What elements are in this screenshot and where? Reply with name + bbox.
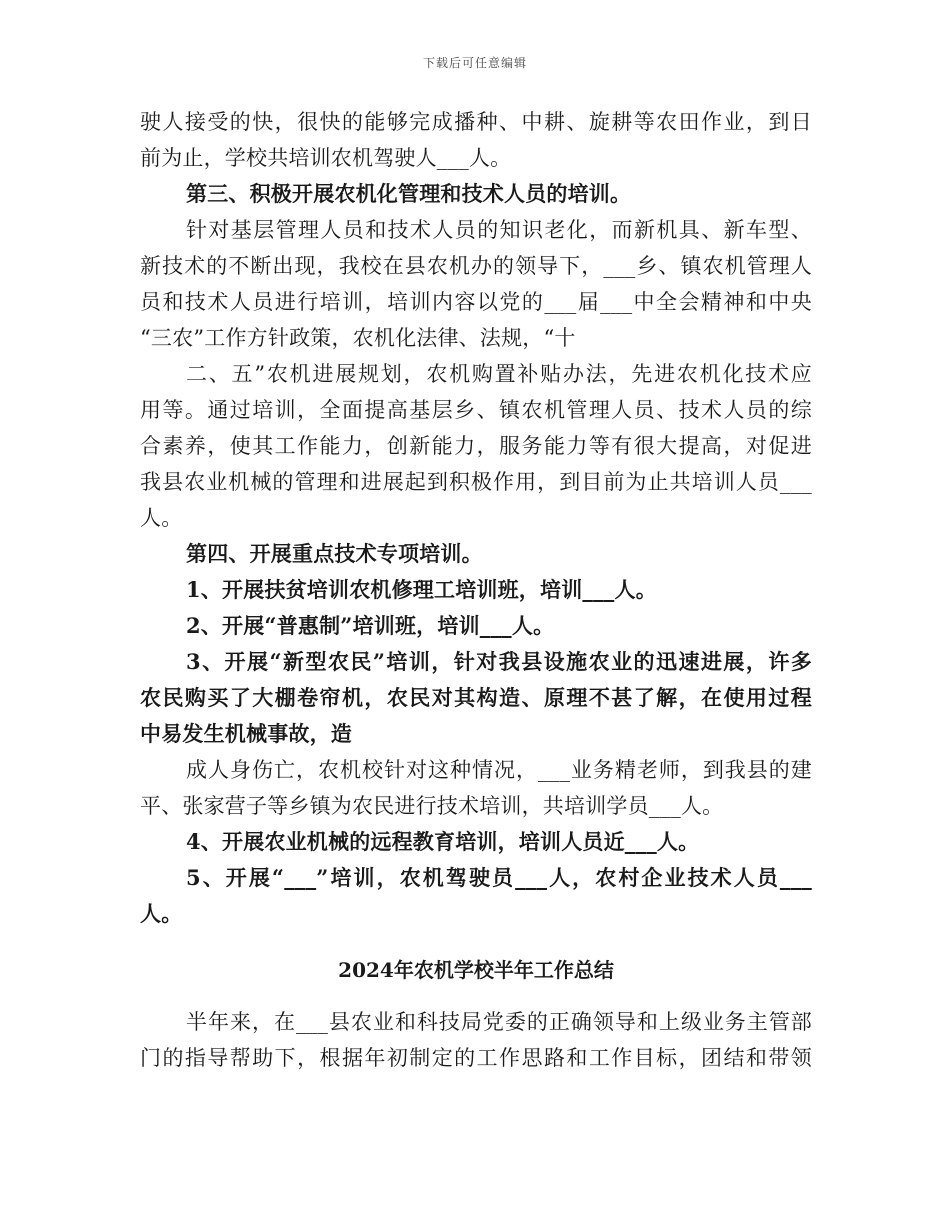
text-line: “三农”工作方针政策，农机化法律、法规，“十 <box>140 326 576 350</box>
text-line: 平、张家营子等乡镇为农民进行技术培训，共培训学员___人。 <box>140 794 724 818</box>
text-line: 前为止，学校共培训农机驾驶人___人。 <box>140 146 512 170</box>
text-line: 2、开展“普惠制”培训班，培训___人。 <box>186 613 555 638</box>
text-line: 用等。通过培训，全面提高基层乡、镇农机管理人员、技术人员的综 <box>140 398 812 422</box>
text-line: 针对基层管理人员和技术人员的知识老化，而新机具、新车型、 <box>186 218 812 242</box>
text-line: 第三、积极开展农机化管理和技术人员的培训。 <box>186 181 632 206</box>
text-line: 成人身伤亡，农机校针对这种情况，___业务精老师，到我县的建 <box>186 758 812 782</box>
text-line: 人。 <box>140 901 183 926</box>
paragraphs-before-title <box>140 104 812 932</box>
text-line: 第四、开展重点技术专项培训。 <box>186 541 483 566</box>
text-line: 门的指导帮助下，根据年初制定的工作思路和工作目标，团结和带领 <box>140 1046 812 1070</box>
text-line: 中易发生机械事故，造 <box>140 721 352 746</box>
page-header: 下载后可任意编辑 <box>422 56 527 70</box>
text-line: 3、开展“新型农民”培训，针对我县设施农业的迅速进展，许多 <box>186 649 812 674</box>
text-line: 新技术的不断出现，我校在县农机办的领导下，___乡、镇农机管理人 <box>140 254 812 278</box>
text-line: 4、开展农业机械的远程教育培训，培训人员近___人。 <box>186 829 700 854</box>
text-line: 人。 <box>140 506 183 530</box>
text-line: 驶人接受的快，很快的能够完成播种、中耕、旋耕等农田作业，到日 <box>140 110 812 134</box>
text-line: 合素养，使其工作能力，创新能力，服务能力等有很大提高，对促进 <box>140 434 812 458</box>
document-body <box>140 104 812 1076</box>
text-line: 1、开展扶贫培训农机修理工培训班，培训___人。 <box>186 577 657 602</box>
paragraphs-after-title <box>140 1004 812 1076</box>
text-line: 二、五”农机进展规划，农机购置补贴办法，先进农机化技术应 <box>186 362 812 386</box>
text-line: 我县农业机械的管理和进展起到积极作用，到目前为止共培训人员___ <box>140 470 812 494</box>
section-title: 2024年农机学校半年工作总结 <box>338 958 614 982</box>
text-line: 员和技术人员进行培训，培训内容以党的___届___中全会精神和中央 <box>140 290 812 314</box>
text-line: 半年来，在___县农业和科技局党委的正确领导和上级业务主管部 <box>186 1010 812 1034</box>
text-line: 农民购买了大棚卷帘机，农民对其构造、原理不甚了解，在使用过程 <box>140 685 812 710</box>
text-line: 5、开展“___”培训，农机驾驶员___人，农村企业技术人员___ <box>186 865 812 890</box>
